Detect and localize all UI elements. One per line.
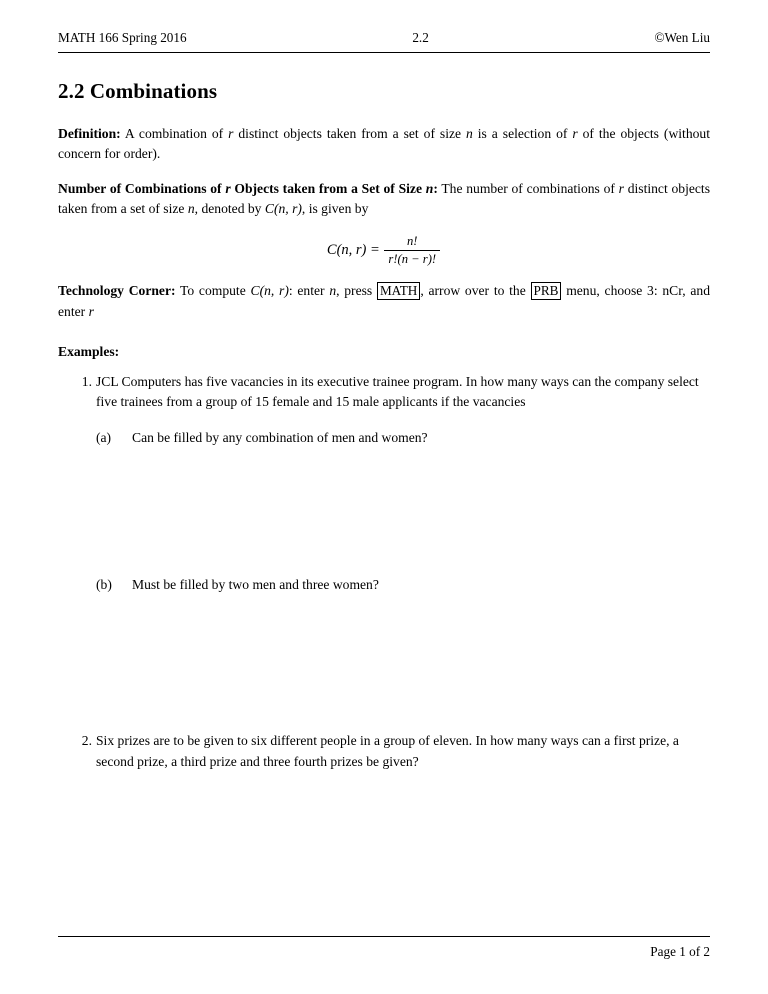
definition-var-r: r — [228, 126, 234, 141]
list-item — [96, 428, 710, 448]
definition-label: Definition: — [58, 126, 121, 141]
math-key-button: MATH — [377, 282, 420, 300]
definition-text-1: A combination of — [120, 126, 229, 141]
formula-denominator: r!(n − r)! — [384, 250, 440, 267]
header-rule — [58, 52, 710, 53]
header-author-name: Wen Liu — [664, 30, 710, 45]
combinations-label-part1: Number of Combinations of — [58, 181, 226, 197]
page-footer — [58, 936, 710, 960]
page-title: 2.2 Combinations — [58, 79, 218, 103]
definition-text-2: distinct objects taken from a set of size — [233, 126, 467, 141]
sub-item-marker: (a) — [96, 430, 112, 446]
list-item — [58, 731, 710, 772]
technology-corner-paragraph — [58, 281, 710, 321]
item-marker: 1. — [81, 373, 92, 389]
combinations-text-4: , is given by — [301, 201, 369, 217]
combinations-var-r: r — [618, 181, 624, 197]
answer-space-a — [96, 449, 710, 575]
tech-text-5: menu, choose 3: nCr, and enter — [58, 283, 710, 319]
formula-numerator: n! — [407, 234, 418, 249]
combinations-label-var-n: n — [425, 181, 434, 197]
tech-text-1: To compute — [175, 283, 251, 299]
combinations-func: C(n, r) — [264, 201, 302, 217]
definition-paragraph — [58, 124, 710, 164]
definition-var-r2: r — [572, 126, 578, 141]
formula-fraction — [384, 234, 440, 267]
sub-item-marker: (b) — [96, 576, 112, 592]
tech-var-r: r — [88, 303, 94, 319]
sub-item-text: Must be filled by two men and three women? — [132, 576, 379, 592]
list-item — [58, 372, 710, 596]
answer-space-b — [58, 599, 710, 727]
header-author — [655, 30, 710, 46]
header-course: MATH 166 Spring 2016 — [58, 30, 187, 45]
item-marker: 2. — [81, 733, 92, 749]
item-text: Six prizes are to be given to six different people in a group of eleven. In how many ways can a first prize, a second prize, a third prize and three fourth prizes be given? — [96, 733, 679, 769]
list-item — [96, 575, 710, 595]
page-number: Page 1 of 2 — [650, 944, 710, 959]
combinations-label-var-r: r — [225, 181, 231, 197]
tech-text-4: , arrow over to the — [420, 283, 531, 299]
combinations-text-2: distinct objects taken from a set of size — [58, 181, 711, 217]
combinations-text-3: , denoted by — [194, 201, 265, 217]
definition-text-4: of the objects (without concern for order). — [58, 126, 710, 162]
tech-text-3: , press — [336, 283, 377, 299]
definition-text-3: is a selection of — [472, 126, 573, 141]
tech-func: C(n, r) — [250, 283, 289, 299]
technology-corner-label: Technology Corner: — [58, 283, 176, 299]
page-header — [58, 30, 710, 52]
combinations-var-n: n — [187, 201, 195, 217]
sub-item-text: Can be filled by any combination of men and women? — [132, 430, 428, 446]
tech-var-n: n — [329, 283, 337, 299]
header-section: 2.2 — [412, 30, 429, 45]
combinations-label-colon: : — [433, 181, 438, 197]
examples-list — [58, 372, 710, 772]
combination-formula — [58, 234, 710, 267]
footer-rule — [58, 936, 710, 937]
tech-text-2: : enter — [288, 283, 330, 299]
combinations-text-1: The number of combinations of — [437, 181, 619, 197]
combinations-label-part2: Objects taken from a Set of Size — [230, 181, 426, 197]
definition-var-n: n — [466, 126, 473, 141]
formula-lhs: C(n, r) = — [326, 242, 380, 259]
item-text: JCL Computers has five vacancies in its executive trainee program. In how many ways can the company select five trainees from a group of 15 female and 15 male applicants if the vacancies — [96, 373, 699, 410]
sub-list — [96, 428, 710, 595]
copyright-icon: © — [654, 30, 665, 45]
prb-key-button: PRB — [531, 282, 562, 300]
examples-heading: Examples: — [58, 343, 120, 359]
combinations-paragraph — [58, 179, 710, 219]
